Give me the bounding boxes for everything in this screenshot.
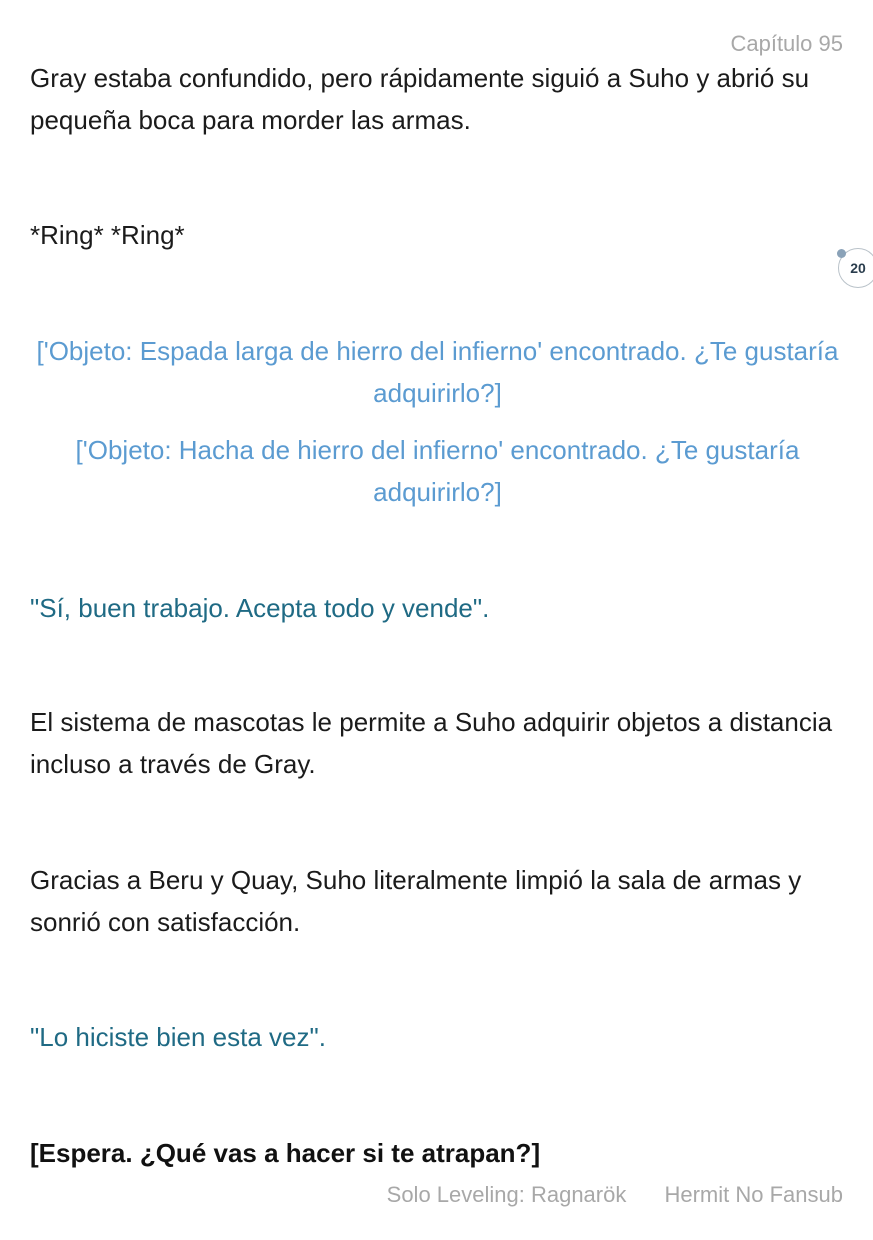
sound-effect-paragraph: *Ring* *Ring*	[30, 220, 185, 250]
system-message: ['Objeto: Espada larga de hierro del infierno' encontrado. ¿Te gustaría adquirirlo?]	[36, 336, 839, 408]
progress-dot-icon	[837, 249, 846, 258]
chapter-label: Capítulo 95	[730, 31, 843, 56]
system-prompt-bold: [Espera. ¿Qué vas a hacer si te atrapan?]	[30, 1138, 541, 1168]
dialogue-paragraph: "Lo hiciste bien esta vez".	[30, 1022, 326, 1052]
narration-paragraph: El sistema de mascotas le permite a Suho adquirir objetos a distancia incluso a través de Gray.	[30, 707, 833, 779]
system-message: ['Objeto: Hacha de hierro del infierno' encontrado. ¿Te gustaría adquirirlo?]	[75, 435, 800, 507]
narration-paragraph: Gracias a Beru y Quay, Suho literalmente limpió la sala de armas y sonrió con satisfacción.	[30, 865, 802, 937]
footer-credit: Hermit No Fansub	[664, 1182, 843, 1207]
dialogue-paragraph: "Sí, buen trabajo. Acepta todo y vende".	[30, 593, 490, 623]
footer	[387, 1182, 843, 1208]
narration-paragraph: Gray estaba confundido, pero rápidamente siguió a Suho y abrió su pequeña boca para morder las armas.	[30, 63, 810, 135]
page-number: 20	[850, 260, 866, 276]
page-number-badge[interactable]	[838, 248, 873, 288]
footer-title: Solo Leveling: Ragnarök	[386, 1182, 627, 1207]
